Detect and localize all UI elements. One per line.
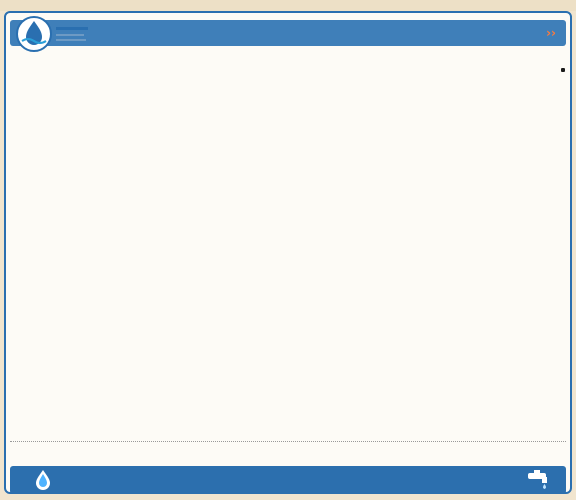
publication-footer: [10, 441, 566, 456]
notice-body: [10, 60, 566, 438]
header-bar: [10, 20, 566, 46]
faucet-icon: [524, 469, 554, 491]
logo-icon: [14, 14, 92, 54]
water-company-logo: [14, 14, 92, 54]
advertisement-title: [100, 20, 526, 46]
water-drop-icon: [32, 469, 54, 491]
water-saving-slogan: [70, 466, 518, 494]
chevron-left-icon: ‹‹: [546, 26, 556, 40]
top-strip: [0, 0, 576, 11]
slogan-bar: [10, 466, 566, 494]
